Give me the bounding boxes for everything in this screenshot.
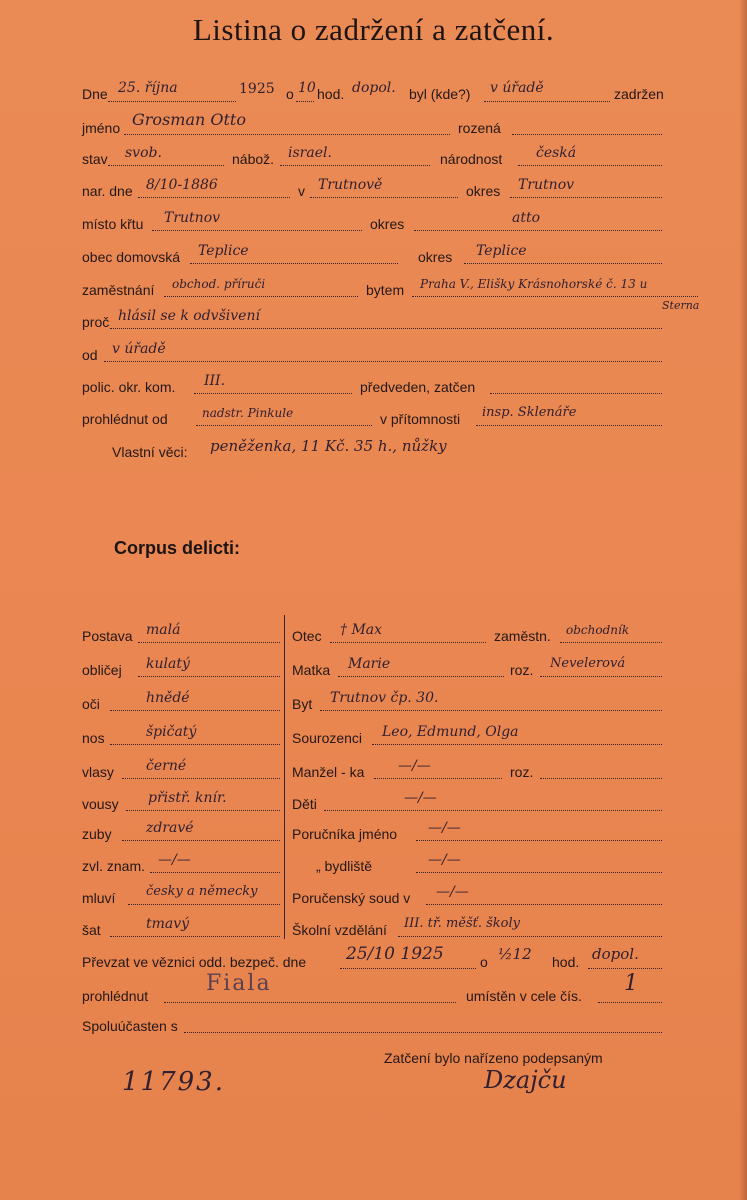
vlasy-line [122,778,280,779]
paper-edge-shadow [739,0,747,1200]
soud-label: Poručenský soud v [292,890,411,906]
hod-label: hod. [317,86,345,102]
oblicej-label: obličej [82,662,122,678]
prevzat-o-label: o [480,954,488,970]
oci-label: oči [82,696,100,712]
bytem-value: Praha V., Elišky Krásnohorské č. 13 u [420,277,648,291]
okres-line-3 [464,263,662,264]
rozena-label: rozená [458,120,501,136]
pritomnosti-label: v přítomnosti [380,411,461,427]
bytem-label: bytem [366,282,405,298]
hour-line [296,101,314,102]
zadrzen-label: zadržen [614,86,664,102]
matka-value: Marie [348,656,391,672]
mluvi-label: mluví [82,890,116,906]
nabozenstvi-label: nábož. [232,151,275,167]
veci-value: peněženka, 11 Kč. 35 h., nůžky [210,437,447,455]
umisten-value: 1 [624,971,638,996]
footer-prohlednut-line [164,1002,456,1003]
nos-value: špičatý [146,724,197,740]
bytem-value-2: Sterna [662,299,700,312]
polic-line [194,393,352,394]
nar-dne-value: 8/10-1886 [146,177,218,193]
predveden-label: předveden, zatčen [360,379,476,395]
vousy-label: vousy [82,796,119,812]
okres-value-3: Teplice [476,243,527,259]
sourozenci-value: Leo, Edmund, Olga [382,724,519,740]
jmeno-line [124,134,450,135]
nos-label: nos [82,730,105,746]
oci-line [110,710,280,711]
narodnost-value: česká [536,145,577,161]
prevzat-hod-label: hod. [552,954,580,970]
stav-value: svob. [125,145,162,161]
jmeno-label: jméno [82,120,121,136]
porucnik-label: Poručníka jméno [292,826,398,842]
od-value: v úřadě [112,341,166,357]
otec-label: Otec [292,628,322,644]
zamestnani-label: zaměstnání [82,282,155,298]
soud-value: —/— [436,884,469,900]
skola-label: Školní vzdělání [292,922,387,938]
byl-kde-label: byl (kde?) [409,86,471,102]
zvl-znam-label: zvl. znam. [82,858,146,874]
proc-line [110,328,662,329]
zamestn-value: obchodník [566,623,630,637]
okres-value-2: atto [512,210,541,226]
bydliste-value: —/— [428,852,461,868]
okres-line-1 [510,197,662,198]
byt-line [320,710,662,711]
document-title: Listina o zadržení a zatčení. [192,12,555,47]
narodnost-label: národnost [440,151,503,167]
bydliste-line [416,872,662,873]
byt-label: Byt [292,696,313,712]
v-line [310,197,458,198]
predveden-line [490,393,662,394]
soud-line [426,904,662,905]
part-of-day-value: dopol. [352,80,396,96]
sourozenci-label: Sourozenci [292,730,363,746]
polic-value: III. [204,373,226,389]
matka-line [338,676,504,677]
year-value: 1925 [239,81,275,97]
dne-line [108,101,236,102]
zuby-label: zuby [82,826,112,842]
narodnost-line [518,165,662,166]
zuby-value: zdravé [146,820,194,836]
polic-label: polic. okr. kom. [82,379,176,395]
zamestnani-value: obchod. příruči [172,277,266,291]
obec-line [190,263,398,264]
okres-label-1: okres [466,183,501,199]
vousy-value: přistř. knír. [148,790,227,806]
zamestn-line [560,642,662,643]
deti-line [324,810,662,811]
vlasy-value: černé [146,758,187,774]
mluvi-line [128,904,280,905]
oci-value: hnědé [146,690,190,706]
postava-label: Postava [82,628,133,644]
prohlednut-od-label: prohlédnut od [82,411,168,427]
obec-label: obec domovská [82,249,181,265]
veci-label: Vlastní věci: [112,444,188,460]
signature: Dzajču [484,1066,567,1094]
skola-line [398,936,662,937]
od-label: od [82,347,98,363]
oblicej-line [138,676,280,677]
kde-value: v úřadě [490,80,544,96]
prevzat-date-line [340,968,476,969]
obec-value: Teplice [198,243,249,259]
bydliste-label: „ bydliště [316,858,373,874]
stav-label: stav [82,151,108,167]
prohlednut-od-value: nadstr. Pinkule [202,406,294,420]
manzel-value: —/— [398,758,431,774]
prohlednut-od-line [196,425,372,426]
roz2-line [540,778,662,779]
prevzat-label: Převzat ve věznici odd. bezpeč. dne [82,954,307,970]
v-label: v [298,183,305,199]
byt-value: Trutnov čp. 30. [330,690,439,706]
proc-value: hlásil se k odvšivení [118,308,260,324]
sat-line [110,936,280,937]
misto-krtu-label: místo křtu [82,216,144,232]
dne-value: 25. října [118,80,178,96]
rozena-line [512,134,662,135]
zvl-znam-line [150,872,280,873]
footer-prohlednut-label: prohlédnut [82,988,149,1004]
corpus-divider [284,615,285,939]
roz2-label: roz. [510,764,534,780]
nos-line [110,744,280,745]
okres-label-2: okres [370,216,405,232]
postava-value: malá [146,622,181,638]
zamestn-label: zaměstn. [494,628,551,644]
vousy-line [126,810,280,811]
hour-value: 10 [298,80,316,96]
nabozenstvi-value: israel. [288,145,332,161]
dne-label: Dne [82,86,108,102]
mluvi-value: česky a německy [146,884,258,899]
kde-line [484,101,610,102]
oblicej-value: kulatý [146,656,190,672]
spoluucasten-label: Spoluúčasten s [82,1018,178,1034]
v-value: Trutnově [318,177,383,193]
pritomnosti-value: insp. Sklenáře [482,405,577,420]
okres-label-3: okres [418,249,453,265]
vlasy-label: vlasy [82,764,114,780]
skola-value: III. tř. měšť. školy [404,916,521,931]
o-label: o [286,86,294,102]
deti-label: Děti [292,796,317,812]
jmeno-value: Grosman Otto [132,110,246,129]
roz-label: roz. [510,662,534,678]
nabozenstvi-line [280,165,430,166]
zamestnani-line [164,296,358,297]
okres-line-2 [414,230,662,231]
sat-label: šat [82,922,101,938]
okres-value-1: Trutnov [518,177,575,193]
misto-krtu-line [152,230,362,231]
misto-krtu-value: Trutnov [164,210,221,226]
spoluucasten-line [184,1032,662,1033]
otec-value: † Max [340,622,383,638]
manzel-line [374,778,502,779]
umisten-label: umístěn v cele čís. [466,988,582,1004]
deti-value: —/— [404,790,437,806]
zvl-znam-value: —/— [158,852,191,868]
sat-value: tmavý [146,916,190,932]
zuby-line [122,840,280,841]
footer-prohlednut-value: Fiala [206,971,272,996]
od-line [104,361,662,362]
postava-line [138,642,280,643]
roz-value: Nevelerová [550,656,626,671]
stav-line [108,165,224,166]
porucnik-value: —/— [428,820,461,836]
record-number: 11793. [122,1067,225,1097]
manzel-label: Manžel - ka [292,764,365,780]
nar-dne-label: nar. dne [82,183,133,199]
corpus-delicti-heading: Corpus delicti: [114,538,241,558]
pritomnosti-line [476,425,662,426]
nar-dne-line [138,197,290,198]
porucnik-line [416,840,662,841]
zatceni-label: Zatčení bylo nařízeno podepsaným [384,1050,603,1066]
prevzat-part-of-day: dopol. [592,945,639,963]
prevzat-hour: ½12 [498,945,532,963]
prevzat-part-line [588,968,662,969]
sourozenci-line [372,744,662,745]
umisten-line [598,1002,662,1003]
matka-label: Matka [292,662,331,678]
otec-line [330,642,486,643]
bytem-line [412,296,698,297]
proc-label: proč [82,314,110,330]
prevzat-date: 25/10 1925 [346,944,444,964]
roz-line [540,676,662,677]
